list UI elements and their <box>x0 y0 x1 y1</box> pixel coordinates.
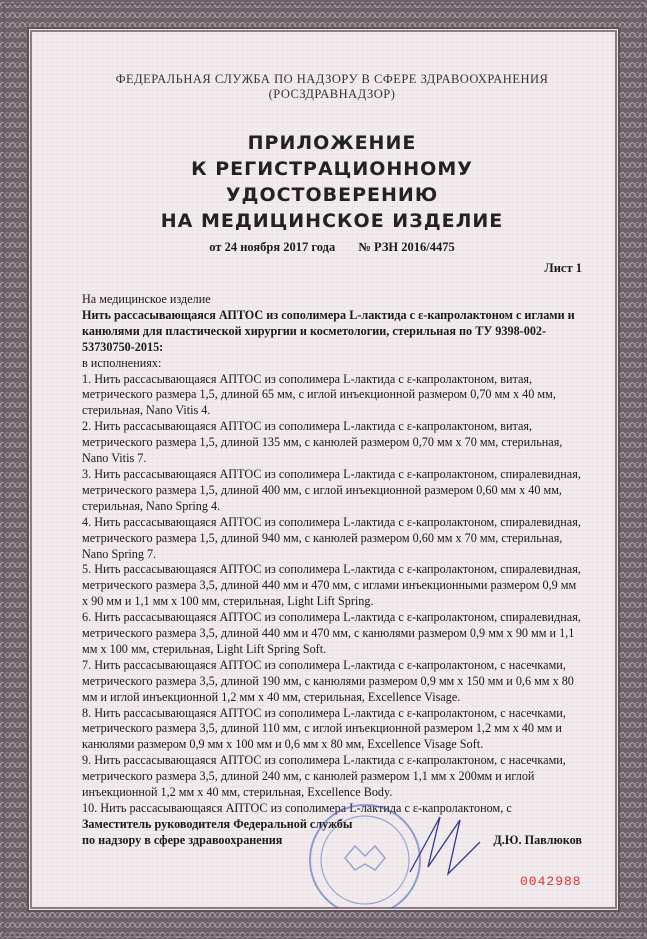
signatory-position-2: по надзору в сфере здравоохранения <box>82 832 283 847</box>
variant-item: 5. Нить рассасывающаяся АПТОС из сополимера L-лактида с ε-капролактоном, спиралевидная, метрического размера 3,5, длиной 440 мм и 470 мм, с иглами инъекционными размером 0,9 мм х 90 мм и 1,1 мм х 100 мм, стерильная, Light Lift Spring. <box>82 562 581 609</box>
registration-line <box>82 240 582 255</box>
variant-item: 9. Нить рассасывающаяся АПТОС из сополимера L-лактида с ε-капролактоном, с насечками, метрического размера 3,5, длиной 240 мм, с канюлей размером 1,1 мм х 200мм и иглой инъекционной 1,2 мм х 40 мм, стерильная, Excellence Body. <box>82 753 566 800</box>
registration-number: № РЗН 2016/4475 <box>358 240 455 254</box>
document-title <box>82 130 582 234</box>
registration-date: от 24 ноября 2017 года <box>209 240 336 254</box>
serial-number: 0042988 <box>520 874 582 889</box>
variant-item: 6. Нить рассасывающаяся АПТОС из сополимера L-лактида с ε-капролактоном, спиралевидная, метрического размера 3,5, длиной 440 мм и 470 мм, с канюлями размером 0,9 мм х 90 мм и 1,1 мм х 100 мм, стерильная, Light Lift Spring Soft. <box>82 610 581 656</box>
agency-name: ФЕДЕРАЛЬНАЯ СЛУЖБА ПО НАДЗОРУ В СФЕРЕ ЗДРАВООХРАНЕНИЯ <box>115 72 549 86</box>
variants-label: в исполнениях: <box>82 355 162 370</box>
variant-item: 10. Нить рассасывающаяся АПТОС из сополимера L-лактида с ε-капролактоном, с <box>82 801 512 815</box>
agency-short: (РОСЗДРАВНАДЗОР) <box>268 87 396 101</box>
title-line-1: ПРИЛОЖЕНИЕ <box>247 132 417 154</box>
document-body <box>82 292 582 817</box>
variant-item: 1. Нить рассасывающаяся АПТОС из сополимера L-лактида с ε-капролактоном, витая, метрического размера 1,5, длиной 65 мм, с иглой инъекционной размером 0,70 мм х 40 мм, стерильная, Nano Vitis 4. <box>82 371 556 418</box>
document-content <box>82 72 582 849</box>
handwritten-signature <box>400 812 490 882</box>
variant-item: 7. Нить рассасывающаяся АПТОС из сополимера L-лактида с ε-капролактоном, с насечками, метрического размера 3,5, длиной 190 мм, с канюлями размером 0,9 мм х 150 мм и 0,6 мм х 80 мм и иглой инъекционной 1,2 мм х 40 мм, стерильная, Excellence Visage. <box>82 657 574 704</box>
variant-item: 4. Нить рассасывающаяся АПТОС из сополимера L-лактида с ε-капролактоном, спиралевидная, метрического размера 1,5, длиной 940 мм, с канюлей размером 0,60 мм х 70 мм, стерильная, Nano Spring 7. <box>82 514 581 561</box>
sheet-number: Лист 1 <box>544 261 582 275</box>
variant-item: 2. Нить рассасывающаяся АПТОС из сополимера L-лактида с ε-капролактоном, витая, метрического размера 1,5, длиной 135 мм, с канюлей размером 0,70 мм х 70 мм, стерильная, Nano Vitis 7. <box>82 419 563 466</box>
variant-item: 8. Нить рассасывающаяся АПТОС из сополимера L-лактида с ε-капролактоном, с насечками, метрического размера 3,5, длиной 110 мм, с иглой инъекционной размером 1,2 мм х 40 мм и канюлями размером 0,9 мм х 100 мм и 0,6 мм х 80 мм, Excellence Visage Soft. <box>82 705 566 752</box>
intro-text: На медицинское изделие <box>82 292 211 306</box>
variant-item: 3. Нить рассасывающаяся АПТОС из сополимера L-лактида с ε-капролактоном, спиралевидная, метрического размера 1,5, длиной 400 мм, с иглой инъекционной размером 0,60 мм х 40 мм, стерильная, Nano Spring 4. <box>82 466 581 513</box>
signatory-name: Д.Ю. Павлюков <box>493 832 582 847</box>
product-name: Нить рассасывающаяся АПТОС из сополимера L-лактида с ε-капролактоном с иглами и канюлями для пластической хирургии и косметологии, стерильная по ТУ 9398-002-53730750-2015: <box>82 307 575 354</box>
title-line-3: НА МЕДИЦИНСКОЕ ИЗДЕЛИЕ <box>160 210 504 232</box>
title-line-2: К РЕГИСТРАЦИОННОМУ УДОСТОВЕРЕНИЮ <box>191 158 473 206</box>
signatory-position-1: Заместитель руководителя Федеральной службы <box>82 816 353 831</box>
